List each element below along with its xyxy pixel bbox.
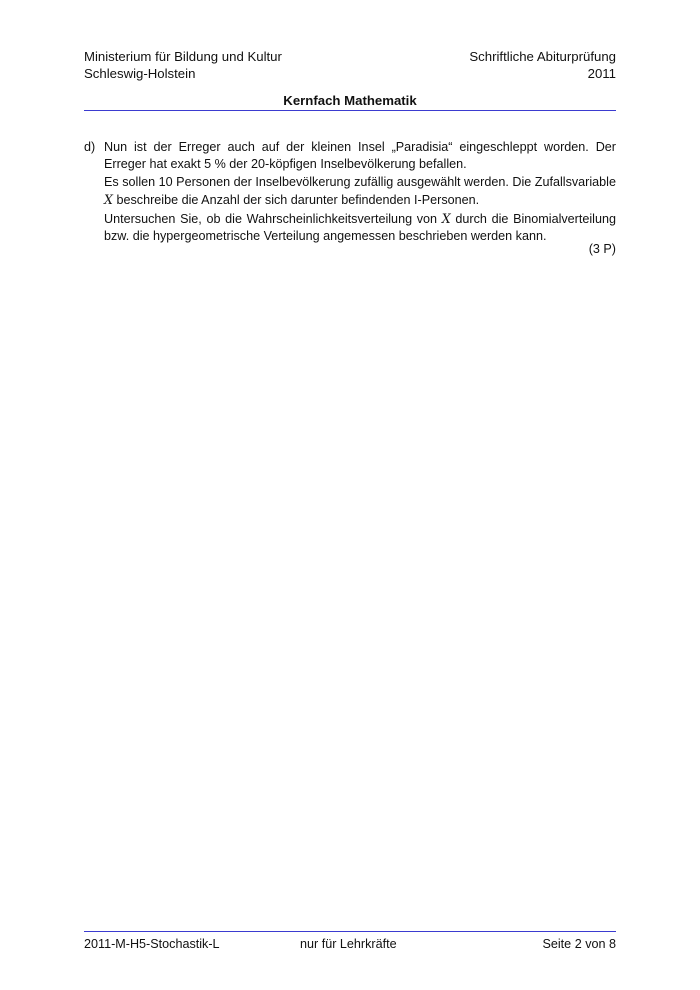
subject-title: Kernfach Mathematik [283,93,417,108]
footer-audience: nur für Lehrkräfte [300,937,397,951]
footer-document-id: 2011-M-H5-Stochastik-L [84,937,220,951]
paragraph-3-end: durch die Binomialverteilung bzw. die hypergeometrische Verteilung angemessen beschrieben werden kann. [104,211,616,244]
task-letter: d) [84,140,96,154]
header-exam [469,48,616,82]
exam-title: Schriftliche Abiturprüfung [469,49,616,64]
task-body [104,139,616,245]
variable-x: X [104,192,113,208]
task-paragraph-3 [104,210,616,246]
footer-page-number: Seite 2 von 8 [542,937,616,951]
ministry-name: Ministerium für Bildung und Kultur [84,49,282,64]
paragraph-2-start: Es sollen 10 Personen der Inselbevölkerung zufällig ausgewählt werden. Die Zufallsvariable [104,174,616,189]
task-paragraph-1: Nun ist der Erreger auch auf der kleinen Insel „Paradisia“ eingeschleppt worden. Der Erreger hat exakt 5 % der 20-köpfigen Inselbevölkerung befallen. [104,140,616,172]
footer-divider [84,931,616,932]
exam-year: 2011 [587,66,616,81]
task-paragraph-2 [104,174,616,210]
paragraph-3-start: Untersuchen Sie, ob die Wahrscheinlichkeitsverteilung von [104,211,442,226]
task-d [84,139,616,245]
paragraph-2-end: beschreibe die Anzahl der sich darunter befindenden I-Personen. [112,193,480,208]
task-points: (3 P) [588,242,616,256]
state-name: Schleswig-Holstein [84,66,196,81]
header-divider [84,110,616,111]
variable-x: X [441,210,451,226]
header-ministry [84,48,282,82]
